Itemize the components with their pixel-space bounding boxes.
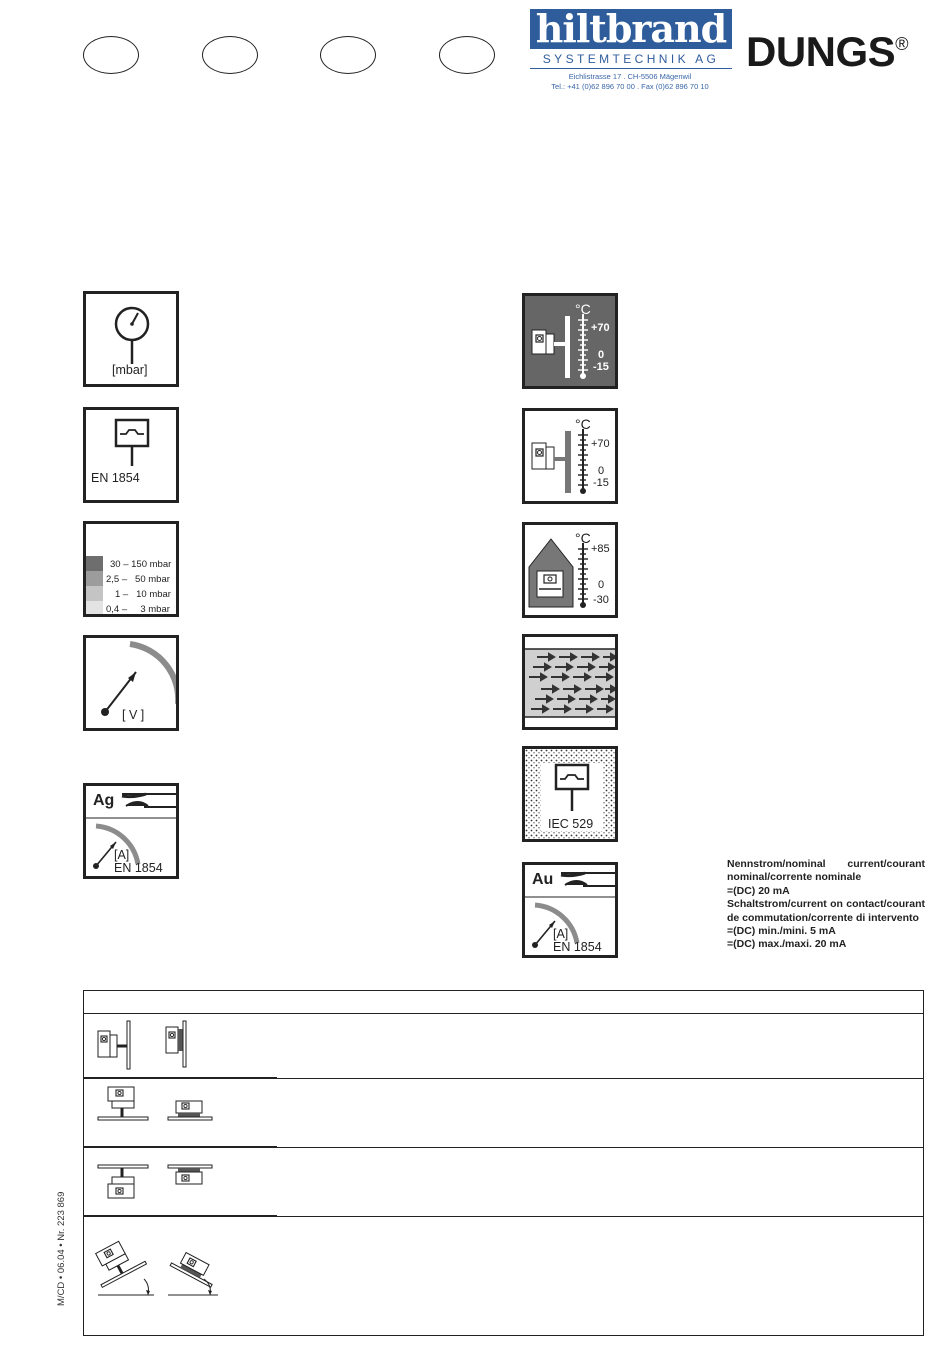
company-address: Eichlistrasse 17 . CH-5506 Mägenwil — [568, 72, 692, 81]
gold-contact-symbol — [522, 862, 618, 958]
en1854-switch-symbol — [83, 407, 179, 503]
contact-current-min: =(DC) min./mini. 5 mA — [727, 925, 836, 938]
temp-a-zero: 0 — [598, 349, 605, 361]
switch-standard-label: EN 1854 — [91, 471, 140, 485]
range-label-3: 1 – 10 mbar — [115, 589, 171, 600]
range-swatch-2 — [86, 571, 103, 586]
range-swatch-1 — [86, 556, 103, 571]
blank-oval-2 — [202, 36, 258, 74]
gold-label: Au — [532, 871, 554, 888]
ag-standard-label: EN 1854 — [114, 861, 163, 875]
protection-class-symbol — [522, 746, 618, 842]
nominal-current-value: =(DC) 20 mA — [727, 884, 790, 897]
temp-b-zero: 0 — [598, 465, 605, 477]
temperature-scale-icon — [525, 296, 618, 389]
au-current-unit: [A] — [553, 927, 569, 941]
voltage-symbol — [83, 635, 179, 731]
range-label-1: 30 – 150 mbar — [110, 559, 172, 570]
hiltbrand-logo: hiltbrand — [530, 9, 732, 49]
temp-b-min: -15 — [593, 477, 609, 489]
flow-arrows-icon — [525, 637, 618, 730]
hiltbrand-subtitle: SYSTEMTECHNIK AG — [542, 52, 720, 66]
temp-c-max: +85 — [591, 543, 610, 555]
pressure-range-symbol — [83, 521, 179, 617]
range-swatch-3 — [86, 586, 103, 601]
temp-b-unit: °C — [575, 416, 591, 432]
switch-icon — [86, 410, 179, 503]
silver-label: Ag — [93, 792, 115, 809]
range-label-4: 0,4 – 3 mbar — [106, 604, 170, 615]
temp-c-zero: 0 — [598, 579, 605, 591]
row-divider-1-thick — [84, 1077, 277, 1079]
pressure-unit-label: [mbar] — [112, 363, 148, 377]
voltage-unit-label: [ V ] — [122, 708, 145, 722]
blank-oval-1 — [83, 36, 139, 74]
mounting-position-table — [83, 990, 924, 1336]
document-code: M/CD • 06.04 • Nr. 223 869 — [56, 1191, 67, 1306]
medium-temperature-symbol — [522, 408, 618, 504]
ambient-temperature-symbol — [522, 293, 618, 389]
vertical-mounting-icon — [94, 1019, 204, 1071]
range-label-2: 2,5 – 50 mbar — [106, 574, 170, 585]
dungs-logo: DUNGS® — [746, 28, 908, 75]
temp-c-min: -30 — [593, 594, 609, 606]
temp-a-unit: °C — [575, 301, 591, 317]
iec-standard-label: IEC 529 — [548, 817, 594, 831]
temperature-scale-icon — [525, 411, 618, 504]
row-divider-3 — [277, 1216, 923, 1217]
range-swatch-4 — [86, 601, 103, 616]
row-divider-1 — [277, 1078, 923, 1079]
blank-oval-4 — [439, 36, 495, 74]
horizontal-top-mounting-icon — [94, 1085, 224, 1135]
pressure-gauge-symbol — [83, 291, 179, 387]
contact-current-line: Schaltstrom/current on contact/courant de commutation/corrente di intervento — [727, 898, 925, 924]
ag-current-unit: [A] — [114, 848, 130, 862]
temp-a-min: -15 — [593, 361, 609, 373]
logo-divider — [530, 68, 732, 69]
horizontal-bottom-mounting-icon — [94, 1159, 224, 1209]
temp-a-max: +70 — [591, 322, 610, 334]
row-divider-3-thick — [84, 1215, 277, 1217]
row-divider-2 — [277, 1147, 923, 1148]
blank-oval-3 — [320, 36, 376, 74]
storage-temperature-symbol — [522, 522, 618, 618]
row-divider-2-thick — [84, 1146, 277, 1148]
nominal-current-line: Nennstrom/nominal current/courant nominal/corrente nominale — [727, 858, 925, 884]
current-spec-text — [727, 858, 925, 952]
gas-flow-symbol — [522, 634, 618, 730]
au-standard-label: EN 1854 — [553, 940, 602, 954]
table-header-divider — [84, 1013, 923, 1014]
temp-b-max: +70 — [591, 438, 610, 450]
company-contact: Tel.: +41 (0)62 896 70 00 . Fax (0)62 896 70 10 — [551, 82, 709, 91]
inclined-mounting-icon — [94, 1227, 234, 1301]
silver-contact-symbol — [83, 783, 179, 879]
contact-current-max: =(DC) max./maxi. 20 mA — [727, 938, 847, 951]
temp-c-unit: °C — [575, 530, 591, 546]
